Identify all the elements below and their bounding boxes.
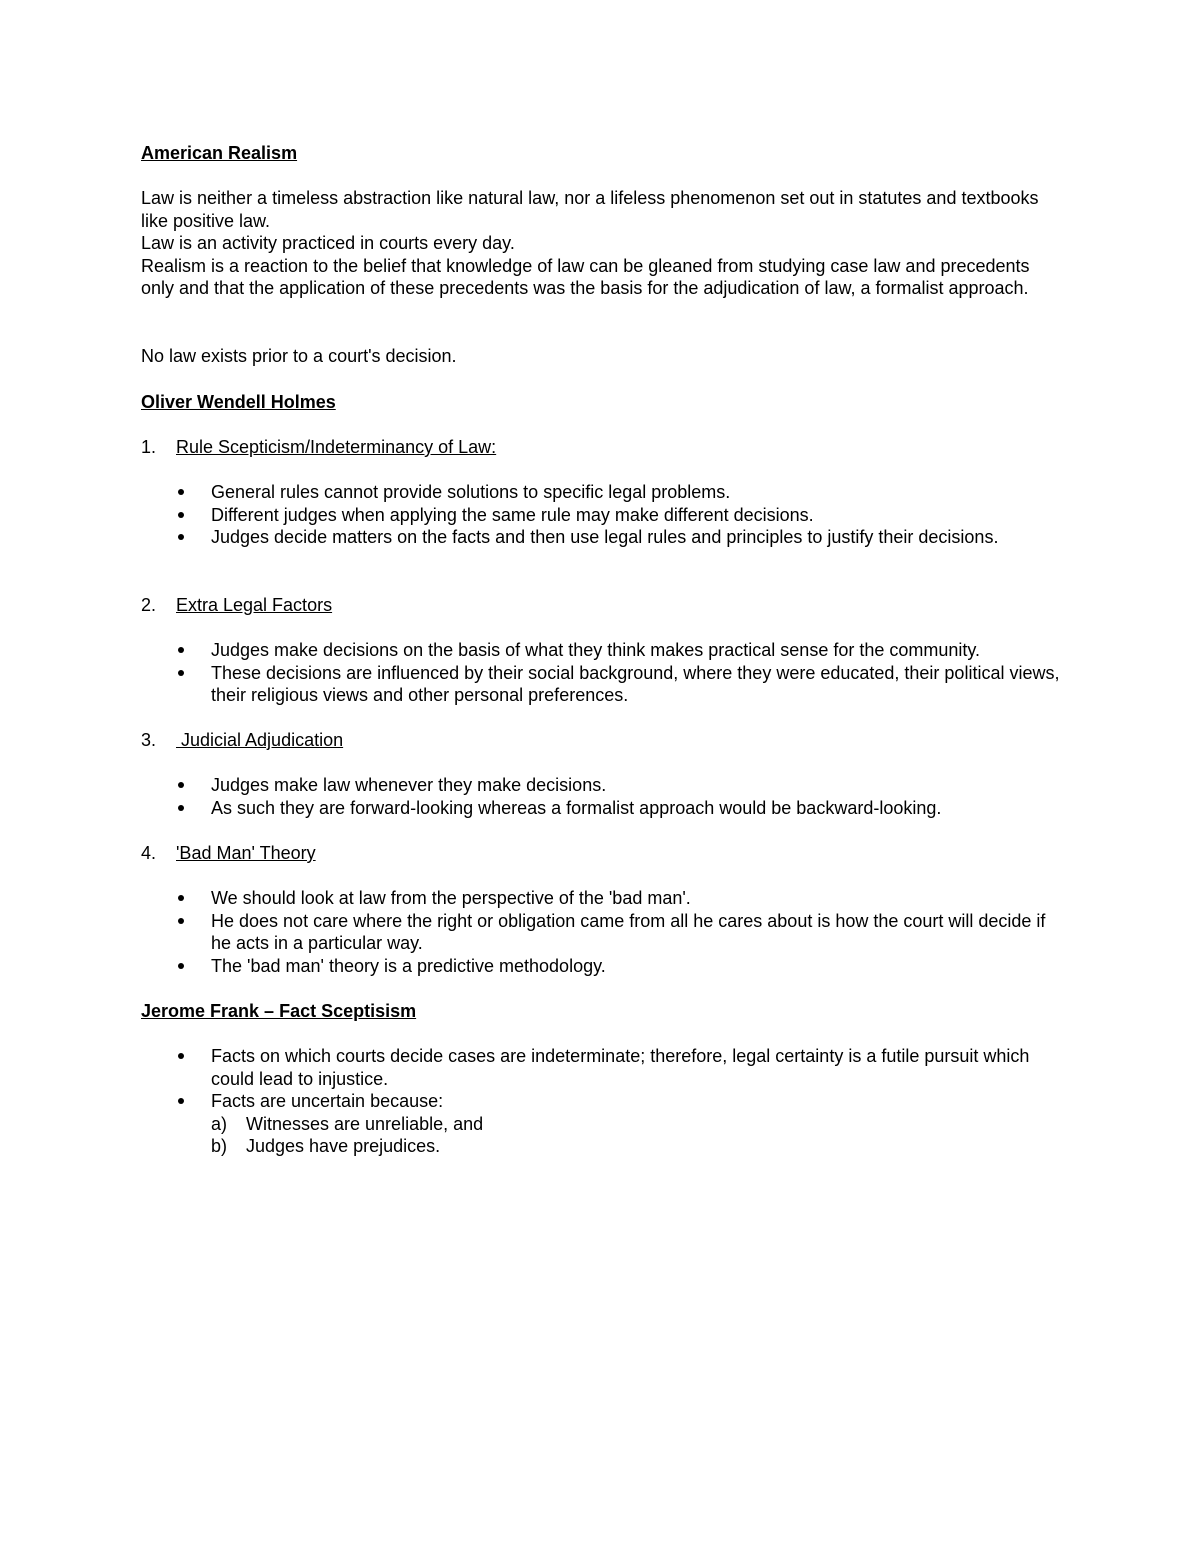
list-item: The 'bad man' theory is a predictive methodology. bbox=[176, 955, 1061, 978]
bullet-list-4 bbox=[176, 887, 1061, 977]
list-item bbox=[176, 1090, 1061, 1158]
sub-item-a bbox=[211, 1113, 1061, 1136]
item-title: Extra Legal Factors bbox=[176, 595, 333, 615]
list-item: Facts on which courts decide cases are indeterminate; therefore, legal certainty is a futile pursuit which could lead to injustice. bbox=[176, 1045, 1061, 1090]
list-item: Judges make law whenever they make decisions. bbox=[176, 774, 1061, 797]
sub-item-text: Witnesses are unreliable, and bbox=[246, 1113, 484, 1134]
numbered-item-3 bbox=[141, 729, 1041, 752]
bullet-list-3 bbox=[176, 774, 1061, 819]
list-item: Judges make decisions on the basis of what they think makes practical sense for the community. bbox=[176, 639, 1061, 662]
item-title: Rule Scepticism/Indeterminancy of Law: bbox=[176, 437, 497, 457]
bullet-list-5 bbox=[176, 1045, 1061, 1158]
list-item-text: Facts are uncertain because: bbox=[211, 1091, 444, 1112]
numbered-item-4 bbox=[141, 842, 1041, 865]
sub-item-letter: a) bbox=[211, 1113, 228, 1134]
paragraph: Realism is a reaction to the belief that knowledge of law can be gleaned from studying case law and precedents only and that the application of these precedents was the basis for the adjudication of law, a formalist approach. bbox=[141, 255, 1030, 299]
sub-item-b bbox=[211, 1135, 1061, 1158]
list-item: We should look at law from the perspective of the 'bad man'. bbox=[176, 887, 1061, 910]
list-item: He does not care where the right or obligation came from all he cares about is how the court will decide if he acts in a particular way. bbox=[176, 910, 1061, 955]
item-number: 3. bbox=[141, 730, 157, 750]
list-item: General rules cannot provide solutions to specific legal problems. bbox=[176, 481, 1061, 504]
paragraph: Law is an activity practiced in courts every day. bbox=[141, 233, 515, 254]
sub-item-letter: b) bbox=[211, 1136, 228, 1157]
item-number: 2. bbox=[141, 595, 157, 615]
list-item: Judges decide matters on the facts and then use legal rules and principles to justify their decisions. bbox=[176, 526, 1061, 549]
paragraph: Law is neither a timeless abstraction like natural law, nor a lifeless phenomenon set out in statutes and textbooks like positive law. bbox=[141, 188, 1039, 231]
heading-american-realism: American Realism bbox=[141, 143, 298, 163]
sub-item-text: Judges have prejudices. bbox=[246, 1136, 441, 1157]
heading-oliver-wendell-holmes: Oliver Wendell Holmes bbox=[141, 392, 336, 412]
heading-jerome-frank: Jerome Frank – Fact Sceptisism bbox=[141, 1001, 417, 1021]
realism-paragraphs bbox=[141, 187, 1061, 300]
numbered-item-1 bbox=[141, 436, 1041, 459]
bullet-list-2 bbox=[176, 639, 1061, 707]
list-item: As such they are forward-looking whereas a formalist approach would be backward-looking. bbox=[176, 797, 1061, 820]
list-item: These decisions are influenced by their social background, where they were educated, their political views, their religious views and other personal preferences. bbox=[176, 662, 1061, 707]
paragraph-no-law: No law exists prior to a court's decision. bbox=[141, 346, 457, 366]
list-item: Different judges when applying the same rule may make different decisions. bbox=[176, 504, 1061, 527]
item-number: 1. bbox=[141, 437, 157, 457]
item-number: 4. bbox=[141, 843, 157, 863]
item-title: Judicial Adjudication bbox=[176, 730, 344, 750]
item-title: 'Bad Man' Theory bbox=[176, 843, 316, 863]
bullet-list-1 bbox=[176, 481, 1061, 549]
numbered-item-2 bbox=[141, 594, 1041, 617]
